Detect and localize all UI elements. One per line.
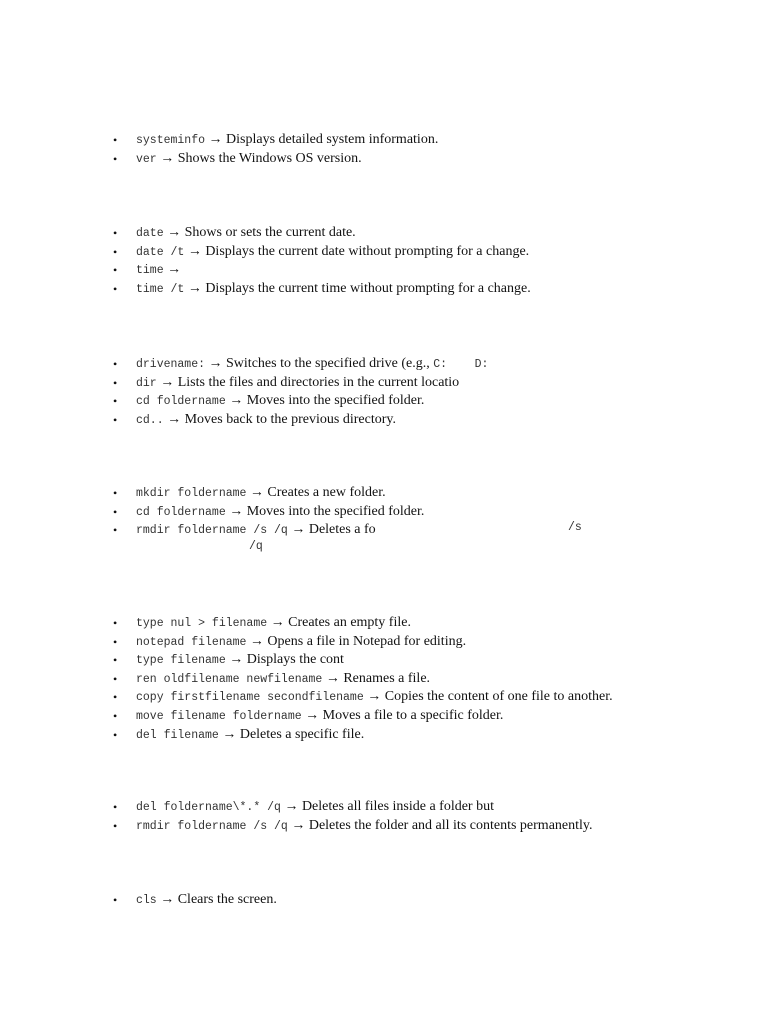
command-description: → Displays the cont	[229, 652, 344, 668]
bullet-icon: •	[113, 504, 118, 519]
list-item	[0, 614, 768, 633]
command-description: → Creates an empty file.	[270, 615, 411, 630]
command-code: cd foldername	[136, 395, 226, 409]
bullet-list-folders	[0, 484, 768, 540]
command-code: drivename:	[136, 358, 206, 371]
list-item	[0, 798, 768, 817]
list-item	[0, 707, 768, 726]
command-code: copy firstfilename secondfilename	[136, 691, 364, 705]
command-description: → Displays the current date without prompting for a change.	[187, 243, 530, 259]
bullet-icon: •	[113, 412, 118, 427]
command-code: cls	[136, 894, 157, 907]
bullet-icon: •	[113, 523, 118, 538]
list-item	[0, 224, 768, 243]
command-description: → Moves into the specified folder.	[229, 393, 425, 409]
command-description: → Copies the content of one file to another.	[367, 689, 613, 705]
stray-flag-code: /s	[568, 521, 582, 534]
command-code: ren oldfilename newfilename	[136, 672, 323, 686]
command-code: move filename foldername	[136, 709, 302, 723]
command-code: time	[136, 264, 164, 278]
list-item	[0, 521, 768, 540]
command-code: systeminfo	[136, 134, 206, 147]
command-description: → Deletes the folder and all its contents permanently.	[291, 817, 593, 833]
list-item	[0, 355, 768, 374]
bullet-icon: •	[113, 133, 118, 147]
command-code: del filename	[136, 728, 219, 742]
command-code: notepad filename	[136, 635, 247, 649]
bullet-icon: •	[113, 690, 118, 705]
list-item	[0, 150, 768, 169]
bullet-icon: •	[113, 357, 118, 371]
command-description: → Shows the Windows OS version.	[160, 150, 362, 166]
list-item	[0, 670, 768, 689]
bullet-icon: •	[113, 263, 118, 278]
command-code: cd..	[136, 413, 164, 427]
bullet-icon: •	[113, 818, 118, 833]
drive-examples-code: C: D:	[433, 358, 489, 371]
bullet-icon: •	[113, 653, 118, 668]
list-item	[0, 280, 768, 299]
list-item	[0, 651, 768, 670]
stray-flag-code: /q	[249, 540, 263, 553]
list-item	[0, 243, 768, 262]
bullet-icon: •	[113, 727, 118, 742]
bullet-icon: •	[113, 708, 118, 723]
list-item	[0, 503, 768, 522]
bullet-icon: •	[113, 893, 118, 907]
bullet-icon: •	[113, 281, 118, 296]
command-code: date	[136, 227, 164, 240]
command-description: → Deletes all files inside a folder but	[284, 799, 494, 814]
command-description: → Switches to the specified drive (e.g.,	[208, 356, 430, 371]
command-code: date /t	[136, 245, 185, 259]
command-code: mkdir foldername	[136, 487, 247, 500]
bullet-icon: •	[113, 800, 118, 814]
list-item	[0, 411, 768, 430]
bullet-list-screen	[0, 891, 768, 910]
bullet-icon: •	[113, 151, 118, 166]
bullet-list-date-time	[0, 224, 768, 298]
bullet-icon: •	[113, 375, 118, 390]
command-code: del foldername\*.* /q	[136, 801, 281, 814]
list-item	[0, 392, 768, 411]
bullet-icon: •	[113, 226, 118, 240]
command-description: → Moves back to the previous directory.	[167, 411, 396, 427]
command-code: type nul > filename	[136, 617, 268, 630]
list-item	[0, 817, 768, 836]
bullet-icon: •	[113, 634, 118, 649]
command-description: → Deletes a specific file.	[222, 726, 365, 742]
command-code: type filename	[136, 654, 226, 668]
command-description: → Creates a new folder.	[249, 485, 386, 500]
command-code: cd foldername	[136, 505, 226, 519]
bullet-list-files	[0, 614, 768, 744]
list-item	[0, 726, 768, 745]
command-description: → Lists the files and directories in the current locatio	[160, 374, 460, 390]
command-code: ver	[136, 152, 157, 166]
command-description: → Displays the current time without prompting for a change.	[187, 280, 531, 296]
list-item	[0, 891, 768, 910]
command-code: rmdir foldername /s /q	[136, 819, 288, 833]
bullet-icon: •	[113, 244, 118, 259]
list-item	[0, 633, 768, 652]
command-description: → Deletes a fo	[291, 522, 376, 538]
command-code: rmdir foldername /s /q	[136, 524, 288, 538]
bullet-list-bulk-delete	[0, 798, 768, 835]
list-item	[0, 484, 768, 503]
list-item	[0, 131, 768, 150]
bullet-icon: •	[113, 671, 118, 686]
command-description: → Displays detailed system information.	[208, 132, 439, 147]
command-description: →	[167, 262, 182, 278]
list-item	[0, 261, 768, 280]
bullet-icon: •	[113, 486, 118, 500]
bullet-icon: •	[113, 394, 118, 409]
command-description: → Clears the screen.	[160, 892, 277, 907]
list-item	[0, 688, 768, 707]
command-description: → Shows or sets the current date.	[167, 225, 356, 240]
command-code: dir	[136, 376, 157, 390]
command-description: → Renames a file.	[325, 670, 431, 686]
command-description: → Opens a file in Notepad for editing.	[249, 633, 467, 649]
bullet-list-navigation	[0, 355, 768, 429]
list-item	[0, 374, 768, 393]
bullet-icon: •	[113, 616, 118, 630]
bullet-list-system-info	[0, 131, 768, 168]
command-code: time /t	[136, 282, 185, 296]
command-description: → Moves a file to a specific folder.	[305, 707, 504, 723]
command-description: → Moves into the specified folder.	[229, 503, 425, 519]
